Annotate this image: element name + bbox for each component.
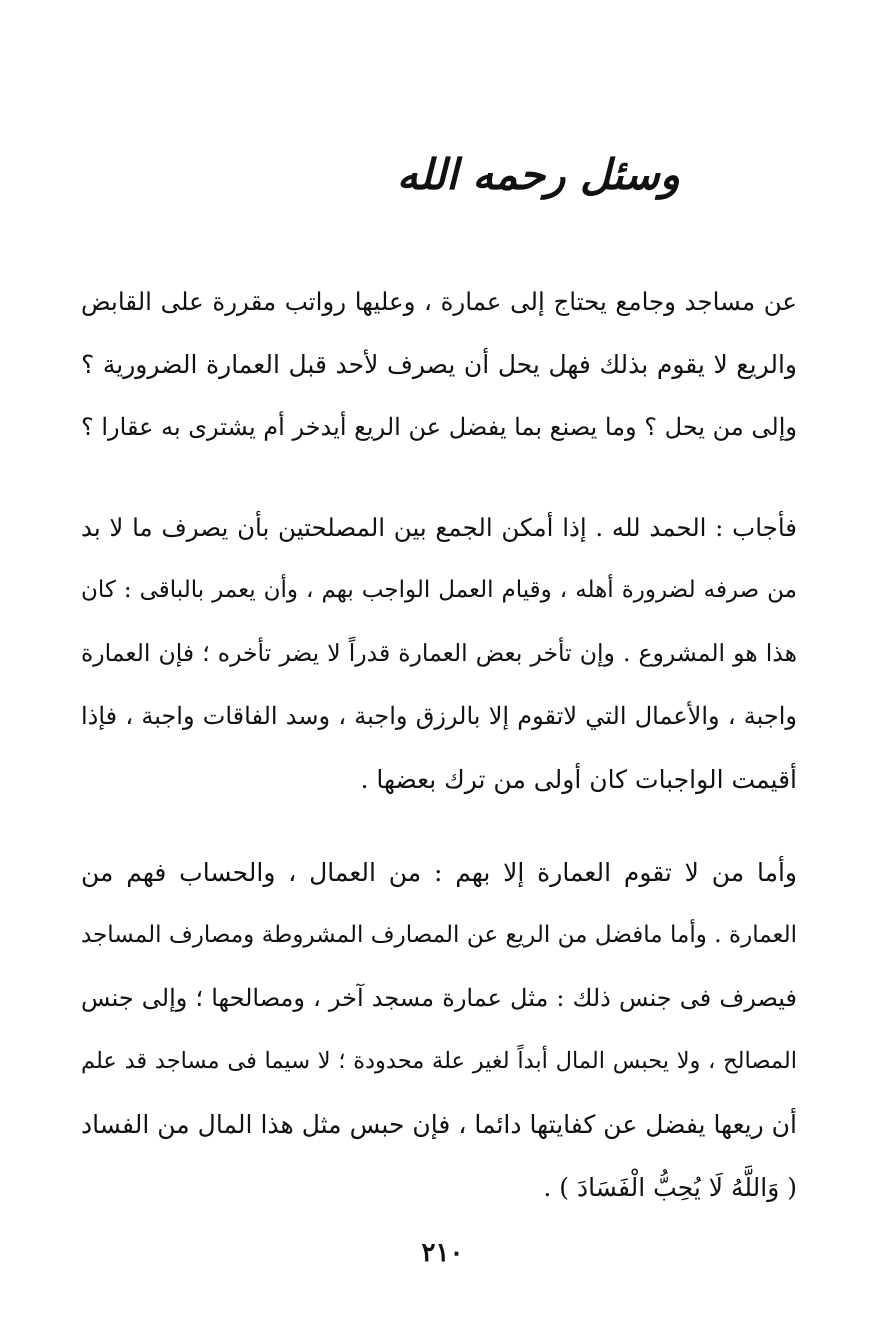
text-line: عن مساجد وجامع يحتاج إلى عمارة ، وعليها رواتب مقررة على القابض [81,287,797,316]
text-line: أقيمت الواجبات كان أولى من ترك بعضها . [360,765,797,794]
text-line: من صرفه لضرورة أهله ، وقيام العمل الواجب بهم ، وأن يعمر بالباقى : كان [81,577,797,603]
text-line: واجبة ، والأعمال التي لاتقوم إلا بالرزق واجبة ، وسد الفاقات واجبة ، فإذا [81,702,797,730]
text-line: المصالح ، ولا يحبس المال أبداً لغير علة محدودة ؛ لا سيما فى مساجد قد علم [81,1048,797,1074]
text-line: وإلى من يحل ؟ وما يصنع بما يفضل عن الريع أيدخر أم يشترى به عقارا ؟ [81,413,797,441]
question-paragraph [81,270,797,459]
text-line: فيصرف فى جنس ذلك : مثل عمارة مسجد آخر ، ومصالحها ؛ وإلى جنس [81,984,797,1012]
text-line: أن ريعها يفضل عن كفايتها دائما ، فإن حبس مثل هذا المال من الفساد [81,1110,797,1139]
text-line: والريع لا يقوم بذلك فهل يحل أن يصرف لأحد قبل العمارة الضرورية ؟ [81,350,797,379]
text-line: فأجاب : الحمد لله . إذا أمكن الجمع بين المصلحتين بأن يصرف ما لا بد [81,513,797,542]
continuation-paragraph [81,841,797,1219]
text-line: هذا هو المشروع . وإن تأخر بعض العمارة قدراً لا يضر تأخره ؛ فإن العمارة [81,639,797,667]
text-line: وأما من لا تقوم العمارة إلا بهم : من العمال ، والحساب فهم من [81,858,797,887]
page-number: ٢١٠ [421,1238,464,1268]
answer-paragraph [81,496,797,811]
text-line: العمارة . وأما مافضل من الريع عن المصارف المشروطة ومصارف المساجد [81,922,797,948]
quran-verse-line: ( وَاللَّهُ لَا يُحِبُّ الْفَسَادَ ) . [543,1173,797,1202]
page-title: وسئل رحمه الله [396,150,680,199]
